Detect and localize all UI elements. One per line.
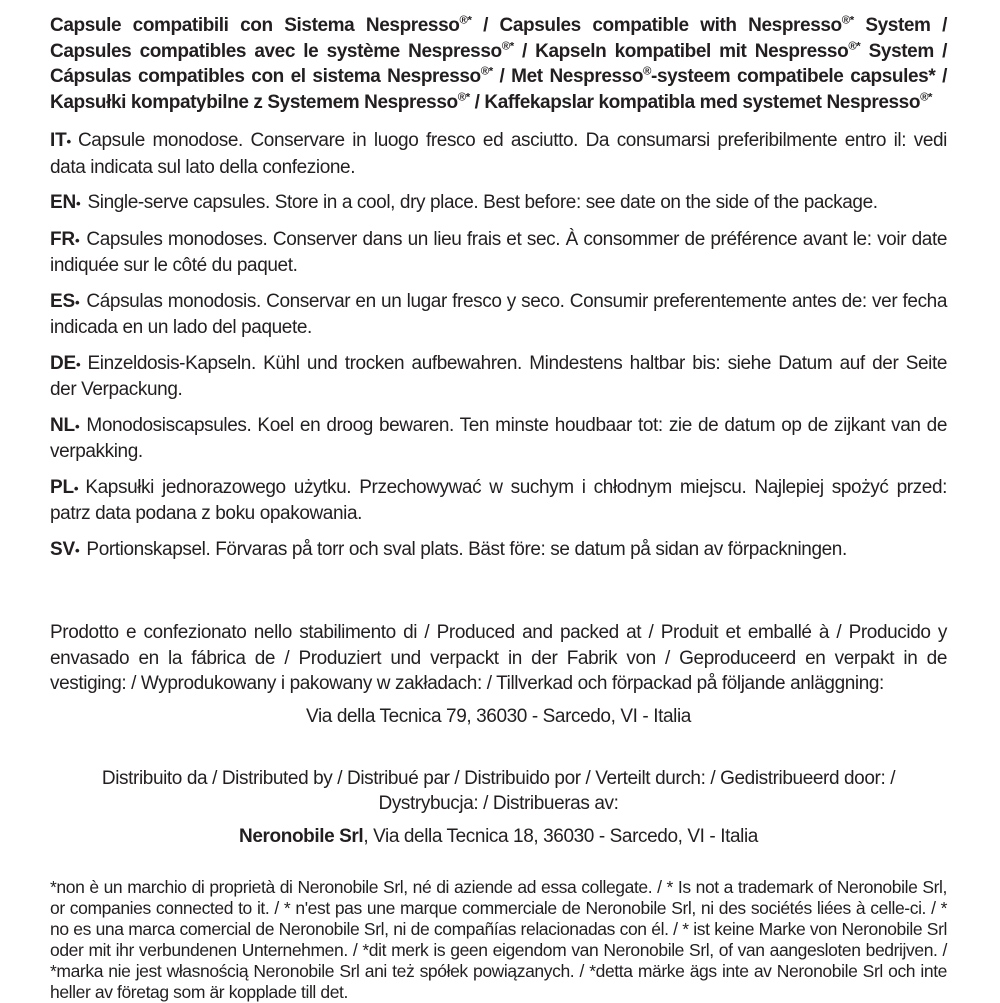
bullet-icon: • [76,356,81,372]
lang-paragraph-nl [50,413,947,465]
lang-paragraph-en [50,190,947,217]
lang-paragraph-es [50,289,947,341]
header-segment-fr: System / Capsules compatibles avec le système Nespresso [50,15,947,62]
bullet-icon: • [76,196,81,211]
registered-trademark-sup: ®* [480,65,493,78]
compatibility-header [50,13,947,115]
bullet-icon: • [74,418,80,434]
lang-paragraph-sv [50,537,947,564]
lang-text-nl: Monodosiscapsules. Koel en droog bewaren. Ten minste houdbaar tot: zie de datum op de zijkant van de verpakking. [50,414,947,462]
registered-trademark-sup: ®* [920,91,933,104]
lang-code-sv [50,539,79,560]
lang-paragraph-pl [50,475,947,527]
lang-code-label: PL [50,476,74,498]
lang-code-en [50,192,80,213]
header-segment-es: System / Cápsulas compatibles con el sistema Nespresso [50,40,947,87]
distributor-company-name: Neronobile Srl [239,825,364,847]
bullet-icon: • [74,542,80,558]
distributor-address-rest: , Via della Tecnica 18, 36030 - Sarcedo, VI - Italia [363,825,758,847]
production-intro: Prodotto e confezionato nello stabilimento di / Produced and packed at / Produit et emballé à / Producido y envasado en la fábrica de / Produziert und verpackt in der Fabrik von / Geproduceerd en verpakt in de vestiging: / Wyprodukowany i pakowany w zakładach: / Tillverkad och förpackad på följande anläggning: [50,622,947,694]
header-segment-it: Capsule compatibili con Sistema Nespresso [50,15,460,36]
bullet-icon: • [74,232,80,248]
registered-trademark-sup: ®* [457,91,470,104]
lang-code-label: DE [50,352,76,374]
registered-trademark-sup: ®* [501,40,514,53]
registered-trademark-sup: ®* [841,14,854,27]
bullet-icon: • [66,134,71,149]
lang-paragraph-fr [50,227,947,279]
lang-paragraph-de [50,351,947,403]
lang-text-es: Cápsulas monodosis. Conservar en un lugar fresco y seco. Consumir preferentemente antes de: ver fecha indicada en un lado del paquete. [50,290,947,338]
lang-text-fr: Capsules monodoses. Conserver dans un lieu frais et sec. À consommer de préférence avant le: voir date indiquée sur le côté du paquet. [50,228,947,276]
lang-text-it: Capsule monodose. Conservare in luogo fresco ed asciutto. Da consumarsi preferibilmente entro il: vedi data indicata sul lato della confezione. [50,130,947,178]
lang-code-label: NL [50,414,75,436]
lang-code-fr [50,229,79,250]
registered-trademark-sup: ®* [848,40,861,53]
bullet-icon: • [74,294,80,310]
lang-text-sv: Portionskapsel. Förvaras på torr och sval plats. Bäst före: se datum på sidan av förpackningen. [86,538,847,560]
lang-paragraph-it [50,128,947,180]
registered-trademark-sup: ® [643,65,652,78]
header-segment-sv: / Kaffekapslar kompatibla med systemet Nespresso [469,91,921,113]
bullet-icon: • [73,480,79,496]
lang-text-en: Single-serve capsules. Store in a cool, dry place. Best before: see date on the side of the package. [87,192,878,213]
production-address: Via della Tecnica 79, 36030 - Sarcedo, VI - Italia [306,705,691,727]
distribution-address [50,826,947,848]
header-segment-en: / Capsules compatible with Nespresso [471,15,842,36]
lang-code-pl [50,477,78,498]
lang-code-label: EN [50,192,76,213]
header-segment-de: / Kapseln kompatibel mit Nespresso [513,40,849,62]
header-segment-pl: -systeem compatibele capsules* / Kapsułki kompatybilne z Systemem Nespresso [50,66,947,113]
lang-code-nl [50,415,79,436]
lang-code-de [50,353,80,374]
trademark-footnote: *non è un marchio di proprietà di Neronobile Srl, né di aziende ad essa collegate. / * Is not a trademark of Neronobile Srl, or companies connected to it. / * n'est pas une marque commerciale de Neronobile Srl, ni des sociétés liées à celle-ci. / * no es una marca comercial de Neronobile Srl, ni de compañías relacionadas con él. / * ist keine Marke von Neronobile Srl oder mit ihr verbundenen Unternehmen. / *dit merk is geen eigendom van Neronobile Srl, of van aangesloten bedrijven. / *marka nie jest własnością Neronobile Srl ani też spółek powiązanych. / *detta märke ägs inte av Neronobile Srl och inte heller av företag som är kopplade till det. [50,876,947,1002]
distribution-intro: Distribuito da / Distributed by / Distribué par / Distribuido por / Verteilt durch: / Gedistribueerd door: / Dystrybucja: / Distribueras av: [101,767,896,814]
lang-code-label: IT [50,130,67,151]
lang-code-label: SV [50,538,75,560]
lang-text-de: Einzeldosis-Kapseln. Kühl und trocken aufbewahren. Mindestens haltbar bis: siehe Datum auf der Seite der Verpackung. [50,352,947,400]
registered-trademark-sup: ®* [459,14,472,27]
lang-code-it [50,130,71,151]
lang-code-label: ES [50,290,75,312]
lang-text-pl: Kapsułki jednorazowego użytku. Przechowywać w suchym i chłodnym miejscu. Najlepiej spożyć przed: patrz data podana z boku opakowania. [50,476,947,524]
lang-code-es [50,291,79,312]
lang-code-label: FR [50,228,75,250]
header-segment-nl: / Met Nespresso [492,66,644,87]
